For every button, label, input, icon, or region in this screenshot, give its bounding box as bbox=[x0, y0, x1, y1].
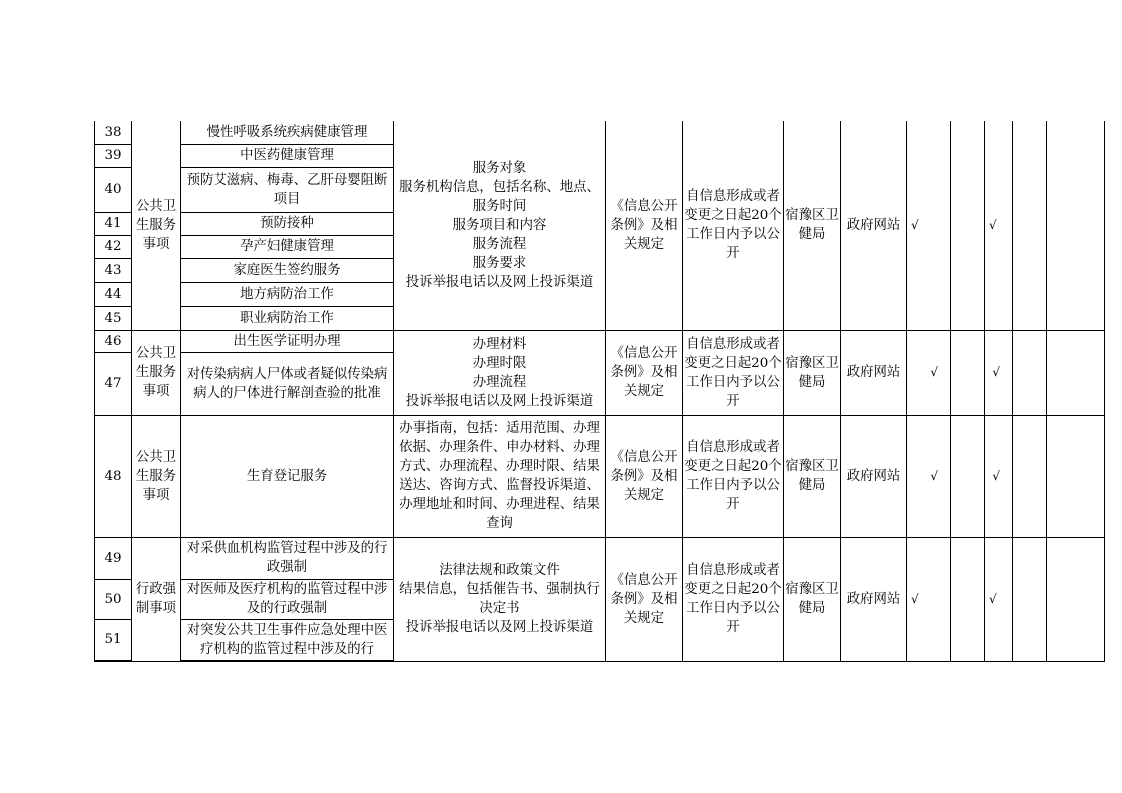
empty-cell bbox=[951, 330, 985, 415]
item-cell: 孕产妇健康管理 bbox=[181, 235, 394, 258]
item-cell: 地方病防治工作 bbox=[181, 282, 394, 306]
category-cell: 公共卫生服务事项 bbox=[132, 121, 181, 330]
content-line: 服务机构信息，包括名称、地点、服务时间 bbox=[399, 179, 600, 214]
item-cell: 对采供血机构监管过程中涉及的行政强制 bbox=[181, 537, 394, 579]
content-line: 办理流程 bbox=[472, 374, 527, 390]
basis-cell: 《信息公开条例》及相关规定 bbox=[606, 121, 683, 330]
item-cell: 对突发公共卫生事件应急处理中医疗机构的监管过程中涉及的行 bbox=[181, 619, 394, 661]
table-row bbox=[95, 415, 1105, 537]
row-number: 47 bbox=[95, 352, 132, 415]
subject-cell: 宿豫区卫健局 bbox=[784, 330, 841, 415]
table-row bbox=[95, 537, 1105, 579]
row-number: 42 bbox=[95, 235, 132, 258]
content-line: 办理材料 bbox=[472, 336, 527, 352]
empty-cell bbox=[951, 415, 985, 537]
basis-cell: 《信息公开条例》及相关规定 bbox=[606, 330, 683, 415]
empty-cell bbox=[951, 121, 985, 330]
content-line: 办理时限 bbox=[472, 355, 527, 371]
time-limit-cell: 自信息形成或者变更之日起20个工作日内予以公开 bbox=[683, 415, 784, 537]
content-cell: 办事指南，包括：适用范围、办理依据、办理条件、申办材料、办理方式、办理流程、办理时限、结果送达、咨询方式、监督投诉渠道、办理地址和时间、办理进程、结果查询 bbox=[394, 415, 606, 537]
subject-cell: 宿豫区卫健局 bbox=[784, 121, 841, 330]
content-line: 服务流程 bbox=[472, 236, 527, 252]
row-number: 40 bbox=[95, 167, 132, 212]
row-number: 39 bbox=[95, 144, 132, 167]
content-line: 法律法规和政策文件 bbox=[439, 563, 560, 578]
channel-cell: 政府网站 bbox=[841, 121, 907, 330]
content-line: 服务项目和内容 bbox=[452, 217, 547, 233]
channel-cell: 政府网站 bbox=[841, 537, 907, 661]
empty-cell bbox=[1013, 537, 1047, 661]
channel-cell: 政府网站 bbox=[841, 330, 907, 415]
empty-cell bbox=[1047, 121, 1105, 330]
check-cell-b: √ bbox=[985, 537, 1013, 661]
content-line: 结果信息，包括催告书、强制执行决定书 bbox=[399, 582, 600, 616]
item-cell: 预防接种 bbox=[181, 212, 394, 235]
basis-cell: 《信息公开条例》及相关规定 bbox=[606, 415, 683, 537]
empty-cell bbox=[1013, 415, 1047, 537]
row-number: 38 bbox=[95, 121, 132, 144]
content-line: 服务对象 bbox=[472, 160, 527, 176]
row-number: 49 bbox=[95, 537, 132, 579]
empty-cell bbox=[1013, 330, 1047, 415]
item-cell: 出生医学证明办理 bbox=[181, 330, 394, 352]
item-cell: 对医师及医疗机构的监管过程中涉及的行政强制 bbox=[181, 579, 394, 619]
item-cell: 职业病防治工作 bbox=[181, 306, 394, 330]
subject-cell: 宿豫区卫健局 bbox=[784, 537, 841, 661]
content-line: 投诉举报电话以及网上投诉渠道 bbox=[405, 620, 594, 635]
category-cell: 公共卫生服务事项 bbox=[132, 415, 181, 537]
row-number: 45 bbox=[95, 306, 132, 330]
row-number: 46 bbox=[95, 330, 132, 352]
disclosure-table bbox=[94, 121, 1105, 662]
basis-cell: 《信息公开条例》及相关规定 bbox=[606, 537, 683, 661]
category-cell: 公共卫生服务事项 bbox=[132, 330, 181, 415]
item-cell: 预防艾滋病、梅毒、乙肝母婴阻断项目 bbox=[181, 167, 394, 212]
row-number: 50 bbox=[95, 579, 132, 619]
row-number: 43 bbox=[95, 258, 132, 282]
table-row bbox=[95, 121, 1105, 144]
check-cell-b: √ bbox=[985, 415, 1013, 537]
row-number: 41 bbox=[95, 212, 132, 235]
row-number: 51 bbox=[95, 619, 132, 661]
row-number: 48 bbox=[95, 415, 132, 537]
check-cell-b: √ bbox=[985, 121, 1013, 330]
content-line: 投诉举报电话以及网上投诉渠道 bbox=[405, 274, 594, 290]
time-limit-cell: 自信息形成或者变更之日起20个工作日内予以公开 bbox=[683, 121, 784, 330]
time-limit-cell: 自信息形成或者变更之日起20个工作日内予以公开 bbox=[683, 537, 784, 661]
empty-cell bbox=[1013, 121, 1047, 330]
check-cell-a: √ bbox=[907, 415, 951, 537]
empty-cell bbox=[1047, 330, 1105, 415]
empty-cell bbox=[951, 537, 985, 661]
row-number: 44 bbox=[95, 282, 132, 306]
check-cell-b: √ bbox=[985, 330, 1013, 415]
item-cell: 慢性呼吸系统疾病健康管理 bbox=[181, 121, 394, 144]
check-cell-a: √ bbox=[907, 330, 951, 415]
content-cell bbox=[394, 537, 606, 661]
content-cell bbox=[394, 121, 606, 330]
subject-cell: 宿豫区卫健局 bbox=[784, 415, 841, 537]
content-line: 服务要求 bbox=[472, 255, 527, 271]
channel-cell: 政府网站 bbox=[841, 415, 907, 537]
time-limit-cell: 自信息形成或者变更之日起20个工作日内予以公开 bbox=[683, 330, 784, 415]
category-cell: 行政强制事项 bbox=[132, 537, 181, 661]
item-cell: 对传染病病人尸体或者疑似传染病病人的尸体进行解剖查验的批准 bbox=[181, 352, 394, 415]
content-cell bbox=[394, 330, 606, 415]
item-cell: 中医药健康管理 bbox=[181, 144, 394, 167]
table-row bbox=[95, 330, 1105, 352]
item-cell: 家庭医生签约服务 bbox=[181, 258, 394, 282]
check-cell-a: √ bbox=[907, 537, 951, 661]
empty-cell bbox=[1047, 415, 1105, 537]
item-cell: 生育登记服务 bbox=[181, 415, 394, 537]
check-cell-a: √ bbox=[907, 121, 951, 330]
empty-cell bbox=[1047, 537, 1105, 661]
content-line: 投诉举报电话以及网上投诉渠道 bbox=[405, 393, 594, 409]
